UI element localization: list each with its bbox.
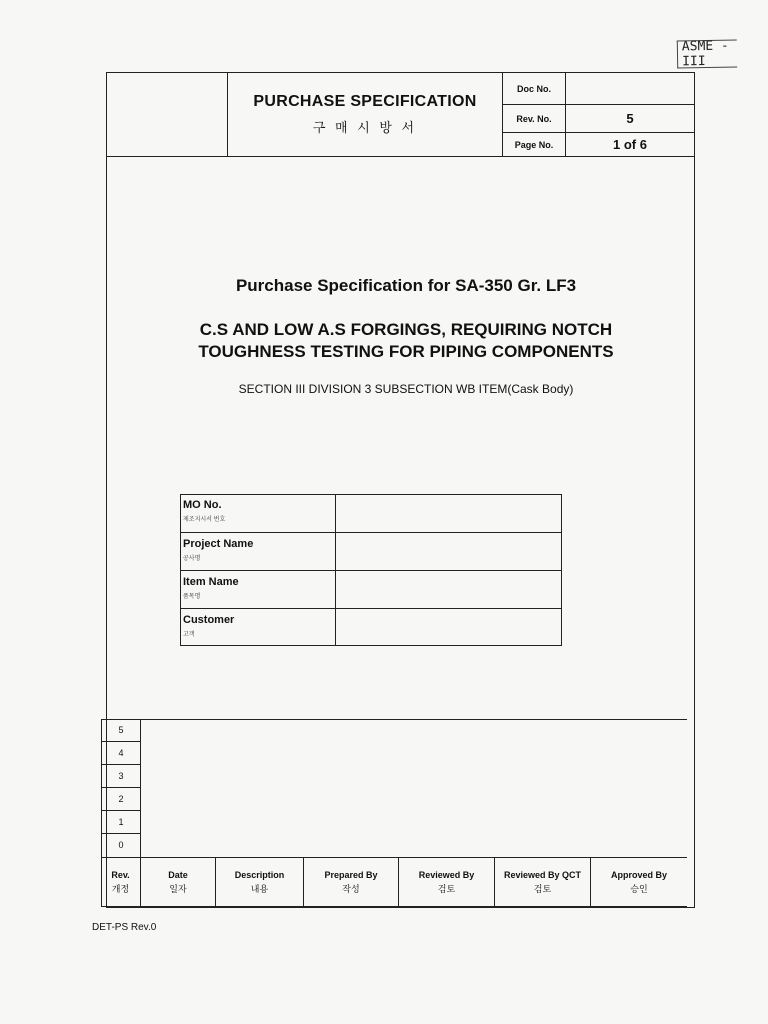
revision-row-rule [101, 741, 140, 742]
specification-subtitle [108, 319, 704, 363]
approved-by-header-label-korean: 승인 [630, 883, 648, 894]
info-table-rule-1 [180, 532, 562, 533]
item-name-label: Item Name [183, 576, 239, 588]
revision-table-bottom-rule [101, 906, 687, 907]
revision-header-prepared-by [304, 858, 398, 906]
date-header-label-korean: 일자 [169, 883, 187, 894]
revision-header-approved-by [591, 858, 687, 906]
doc-no-label: Doc No. [516, 83, 551, 94]
revision-header-date [141, 858, 215, 906]
reviewed-by-qct-header-label: Reviewed By QCT [503, 869, 582, 880]
rev-no-label: Rev. No. [516, 113, 552, 124]
prepared-by-header-label-korean: 작성 [342, 883, 360, 894]
rev-no-value: 5 [626, 111, 634, 126]
revision-row-number: 1 [118, 817, 124, 827]
info-table-rule-3 [180, 608, 562, 609]
revision-header-reviewed-by [399, 858, 494, 906]
revision-header-description [216, 858, 303, 906]
project-name-label: Project Name [183, 538, 254, 550]
revision-row-number: 0 [118, 840, 124, 850]
revision-header-rev [101, 858, 140, 906]
prepared-by-header-label: Prepared By [324, 869, 378, 880]
page-no-label: Page No. [514, 139, 554, 150]
info-table-rule-2 [180, 570, 562, 571]
page-no-value: 1 of 6 [613, 137, 647, 152]
revision-table-top-rule [101, 719, 687, 720]
revision-row-rule [101, 787, 140, 788]
revision-row-number: 4 [118, 748, 124, 758]
approved-by-header-label: Approved By [610, 869, 667, 880]
description-header-label-korean: 내용 [250, 883, 269, 894]
revision-row-rule [101, 810, 140, 811]
item-name-label-korean: 품목명 [183, 594, 201, 600]
asme-stamp: ASME - III [677, 39, 737, 68]
reviewed-by-qct-header-label-korean: 검토 [533, 883, 552, 894]
date-header-label: Date [168, 869, 188, 880]
doc-no-value [566, 73, 694, 104]
form-code: DET-PS Rev.0 [92, 922, 157, 933]
project-name-label-korean: 공사명 [183, 556, 201, 562]
rev-header-label-korean: 개정 [111, 883, 130, 894]
revision-row-number: 5 [118, 725, 124, 735]
revision-row-rule [101, 833, 140, 834]
mo-no-label-korean: 제조지시서 번호 [183, 517, 226, 523]
revision-row-number: 2 [118, 794, 124, 804]
section-reference: SECTION III DIVISION 3 SUBSECTION WB ITEM(Cask Body) [238, 382, 574, 396]
description-header-label: Description [234, 869, 285, 880]
mo-no-label: MO No. [183, 499, 222, 511]
header-title-block [228, 73, 502, 156]
revision-row-number: 3 [118, 771, 124, 781]
specification-title: Purchase Specification for SA-350 Gr. LF3 [235, 276, 577, 295]
document-title: PURCHASE SPECIFICATION [253, 93, 477, 110]
reviewed-by-header-label-korean: 검토 [437, 883, 456, 894]
revision-header-reviewed-by-qct [495, 858, 590, 906]
header-bottom-rule [106, 156, 695, 157]
page-frame [106, 72, 695, 908]
revision-row-rule [101, 764, 140, 765]
document-title-korean: 구 매 시 방 서 [312, 120, 418, 135]
customer-label: Customer [183, 614, 235, 626]
subtitle-line-1: C.S AND LOW A.S FORGINGS, REQUIRING NOTCH [199, 320, 613, 339]
subtitle-line-2: TOUGHNESS TESTING FOR PIPING COMPONENTS [198, 342, 614, 361]
reviewed-by-header-label: Reviewed By [418, 869, 475, 880]
customer-label-korean: 고객 [183, 632, 195, 638]
rev-header-label: Rev. [111, 869, 130, 880]
